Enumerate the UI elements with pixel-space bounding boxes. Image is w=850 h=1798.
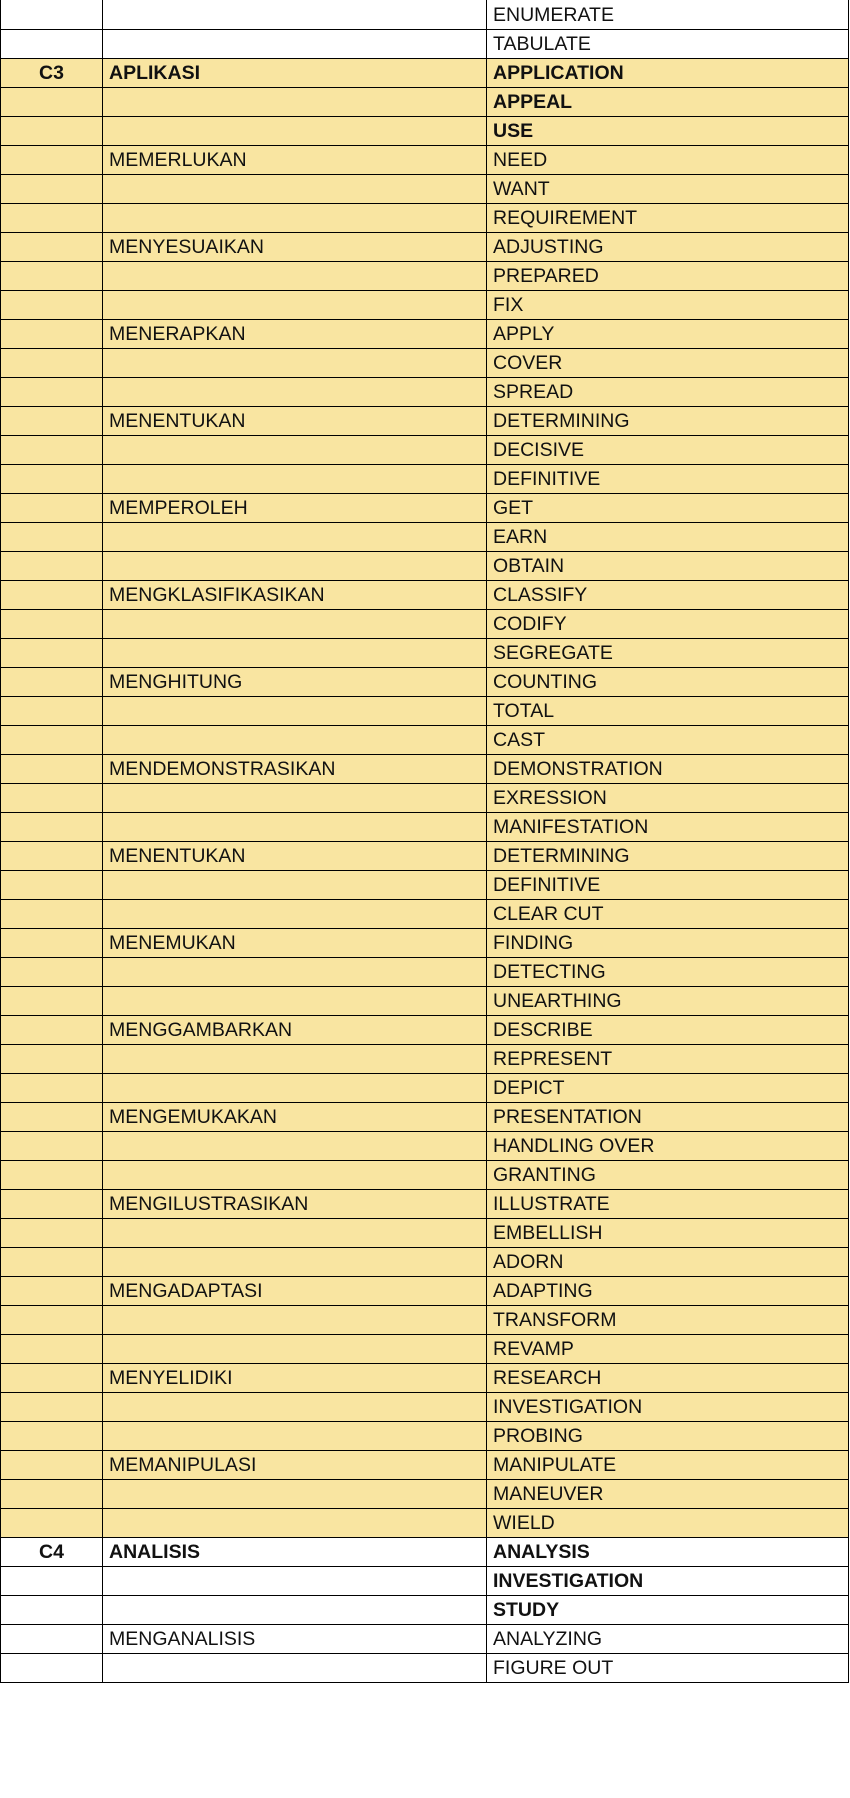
level-code-cell[interactable] <box>1 1480 103 1509</box>
table-row <box>1 146 849 175</box>
indonesian-term-cell[interactable]: MENGADAPTASI <box>103 1277 487 1306</box>
level-code-cell[interactable] <box>1 1567 103 1596</box>
english-term-cell[interactable]: SPREAD <box>487 378 849 407</box>
level-code-cell[interactable] <box>1 1625 103 1654</box>
indonesian-term-cell[interactable] <box>103 523 487 552</box>
indonesian-term-cell[interactable]: MEMPEROLEH <box>103 494 487 523</box>
table-body <box>1 0 849 1683</box>
table-row <box>1 1045 849 1074</box>
table-row <box>1 1596 849 1625</box>
indonesian-term-cell[interactable] <box>103 1074 487 1103</box>
indonesian-term-cell[interactable] <box>103 1393 487 1422</box>
table-row <box>1 59 849 88</box>
english-term-cell[interactable]: PROBING <box>487 1422 849 1451</box>
table-row <box>1 1393 849 1422</box>
level-code-cell[interactable] <box>1 784 103 813</box>
indonesian-term-cell[interactable]: MEMERLUKAN <box>103 146 487 175</box>
english-term-cell[interactable]: MANIFESTATION <box>487 813 849 842</box>
indonesian-term-cell[interactable] <box>103 0 487 30</box>
indonesian-term-cell[interactable] <box>103 1219 487 1248</box>
table-row <box>1 436 849 465</box>
level-code-cell[interactable] <box>1 1161 103 1190</box>
table-row <box>1 552 849 581</box>
english-term-cell[interactable]: ADJUSTING <box>487 233 849 262</box>
table-row <box>1 1335 849 1364</box>
indonesian-term-cell[interactable] <box>103 175 487 204</box>
table-row <box>1 697 849 726</box>
indonesian-term-cell[interactable] <box>103 1335 487 1364</box>
indonesian-term-cell[interactable]: MENENTUKAN <box>103 407 487 436</box>
indonesian-term-cell[interactable]: MENDEMONSTRASIKAN <box>103 755 487 784</box>
indonesian-term-cell[interactable] <box>103 117 487 146</box>
level-code-cell[interactable]: C3 <box>1 59 103 88</box>
indonesian-term-cell[interactable] <box>103 639 487 668</box>
indonesian-term-cell[interactable]: MENENTUKAN <box>103 842 487 871</box>
indonesian-term-cell[interactable] <box>103 813 487 842</box>
level-code-cell[interactable] <box>1 1219 103 1248</box>
table-row <box>1 1074 849 1103</box>
english-term-cell[interactable]: EARN <box>487 523 849 552</box>
level-code-cell[interactable] <box>1 436 103 465</box>
indonesian-term-cell[interactable]: MENGILUSTRASIKAN <box>103 1190 487 1219</box>
indonesian-term-cell[interactable] <box>103 1567 487 1596</box>
indonesian-term-cell[interactable] <box>103 1248 487 1277</box>
table-row <box>1 900 849 929</box>
level-code-cell[interactable] <box>1 755 103 784</box>
level-code-cell[interactable] <box>1 523 103 552</box>
english-term-cell[interactable]: REVAMP <box>487 1335 849 1364</box>
english-term-cell[interactable]: PRESENTATION <box>487 1103 849 1132</box>
table-row <box>1 929 849 958</box>
english-term-cell[interactable]: SEGREGATE <box>487 639 849 668</box>
level-code-cell[interactable] <box>1 610 103 639</box>
english-term-cell[interactable]: TRANSFORM <box>487 1306 849 1335</box>
indonesian-term-cell[interactable] <box>103 88 487 117</box>
english-term-cell[interactable]: REQUIREMENT <box>487 204 849 233</box>
table-row <box>1 407 849 436</box>
table-row <box>1 1480 849 1509</box>
level-code-cell[interactable] <box>1 1248 103 1277</box>
table-row <box>1 1567 849 1596</box>
table-row <box>1 1132 849 1161</box>
table-row <box>1 639 849 668</box>
english-term-cell[interactable]: DEFINITIVE <box>487 871 849 900</box>
level-code-cell[interactable] <box>1 871 103 900</box>
english-term-cell[interactable]: NEED <box>487 146 849 175</box>
english-term-cell[interactable]: CLASSIFY <box>487 581 849 610</box>
english-term-cell[interactable]: PREPARED <box>487 262 849 291</box>
level-code-cell[interactable] <box>1 668 103 697</box>
english-term-cell[interactable]: WANT <box>487 175 849 204</box>
english-term-cell[interactable]: WIELD <box>487 1509 849 1538</box>
level-code-cell[interactable] <box>1 1422 103 1451</box>
indonesian-term-cell[interactable] <box>103 987 487 1016</box>
english-term-cell[interactable]: DECISIVE <box>487 436 849 465</box>
table-row <box>1 494 849 523</box>
english-term-cell[interactable]: RESEARCH <box>487 1364 849 1393</box>
english-term-cell[interactable]: INVESTIGATION <box>487 1393 849 1422</box>
table-row <box>1 813 849 842</box>
table-row <box>1 1161 849 1190</box>
english-term-cell[interactable]: CAST <box>487 726 849 755</box>
table-row <box>1 291 849 320</box>
level-code-cell[interactable] <box>1 378 103 407</box>
table-row <box>1 117 849 146</box>
table-row <box>1 1364 849 1393</box>
indonesian-term-cell[interactable] <box>103 1132 487 1161</box>
indonesian-term-cell[interactable] <box>103 610 487 639</box>
english-term-cell[interactable]: APPLY <box>487 320 849 349</box>
level-code-cell[interactable] <box>1 900 103 929</box>
english-term-cell[interactable]: EMBELLISH <box>487 1219 849 1248</box>
table-row <box>1 1654 849 1683</box>
level-code-cell[interactable] <box>1 1654 103 1683</box>
table-row <box>1 755 849 784</box>
level-code-cell[interactable] <box>1 407 103 436</box>
level-code-cell[interactable] <box>1 1335 103 1364</box>
table-row <box>1 581 849 610</box>
level-code-cell[interactable] <box>1 1393 103 1422</box>
table-row <box>1 1422 849 1451</box>
indonesian-term-cell[interactable] <box>103 1045 487 1074</box>
level-code-cell[interactable] <box>1 581 103 610</box>
level-code-cell[interactable] <box>1 639 103 668</box>
indonesian-term-cell[interactable] <box>103 378 487 407</box>
table-row <box>1 320 849 349</box>
table-row <box>1 262 849 291</box>
indonesian-term-cell[interactable]: MENGGAMBARKAN <box>103 1016 487 1045</box>
level-code-cell[interactable]: C4 <box>1 1538 103 1567</box>
indonesian-term-cell[interactable] <box>103 1654 487 1683</box>
indonesian-term-cell[interactable]: MENEMUKAN <box>103 929 487 958</box>
level-code-cell[interactable] <box>1 1306 103 1335</box>
english-term-cell[interactable]: INVESTIGATION <box>487 1567 849 1596</box>
indonesian-term-cell[interactable] <box>103 958 487 987</box>
english-term-cell[interactable]: DETERMINING <box>487 407 849 436</box>
table-row <box>1 0 849 30</box>
table-row <box>1 987 849 1016</box>
indonesian-term-cell[interactable] <box>103 900 487 929</box>
indonesian-term-cell[interactable]: MENGHITUNG <box>103 668 487 697</box>
table-row <box>1 175 849 204</box>
table-row <box>1 784 849 813</box>
level-code-cell[interactable] <box>1 291 103 320</box>
indonesian-term-cell[interactable] <box>103 1306 487 1335</box>
indonesian-term-cell[interactable]: MENGEMUKAKAN <box>103 1103 487 1132</box>
table-row <box>1 349 849 378</box>
english-term-cell[interactable]: CODIFY <box>487 610 849 639</box>
indonesian-term-cell[interactable] <box>103 1422 487 1451</box>
level-code-cell[interactable] <box>1 842 103 871</box>
level-code-cell[interactable] <box>1 813 103 842</box>
english-term-cell[interactable]: COUNTING <box>487 668 849 697</box>
table-row <box>1 842 849 871</box>
table-row <box>1 30 849 59</box>
table-row <box>1 1219 849 1248</box>
table-row <box>1 1306 849 1335</box>
english-term-cell[interactable]: USE <box>487 117 849 146</box>
table-row <box>1 233 849 262</box>
indonesian-term-cell[interactable] <box>103 871 487 900</box>
indonesian-term-cell[interactable]: APLIKASI <box>103 59 487 88</box>
level-code-cell[interactable] <box>1 1596 103 1625</box>
english-term-cell[interactable]: CLEAR CUT <box>487 900 849 929</box>
level-code-cell[interactable] <box>1 929 103 958</box>
table-row <box>1 204 849 233</box>
english-term-cell[interactable]: DETECTING <box>487 958 849 987</box>
indonesian-term-cell[interactable] <box>103 30 487 59</box>
english-term-cell[interactable]: FINDING <box>487 929 849 958</box>
level-code-cell[interactable] <box>1 1451 103 1480</box>
level-code-cell[interactable] <box>1 175 103 204</box>
indonesian-term-cell[interactable]: MENERAPKAN <box>103 320 487 349</box>
level-code-cell[interactable] <box>1 117 103 146</box>
english-term-cell[interactable]: ADORN <box>487 1248 849 1277</box>
english-term-cell[interactable]: COVER <box>487 349 849 378</box>
level-code-cell[interactable] <box>1 204 103 233</box>
table-row <box>1 465 849 494</box>
table-row <box>1 1190 849 1219</box>
indonesian-term-cell[interactable]: MENGKLASIFIKASIKAN <box>103 581 487 610</box>
english-term-cell[interactable]: ADAPTING <box>487 1277 849 1306</box>
indonesian-term-cell[interactable]: MENYESUAIKAN <box>103 233 487 262</box>
table-row <box>1 1248 849 1277</box>
level-code-cell[interactable] <box>1 726 103 755</box>
indonesian-term-cell[interactable]: MEMANIPULASI <box>103 1451 487 1480</box>
table-row <box>1 1451 849 1480</box>
english-term-cell[interactable]: TOTAL <box>487 697 849 726</box>
english-term-cell[interactable]: DEPICT <box>487 1074 849 1103</box>
english-term-cell[interactable]: DEMONSTRATION <box>487 755 849 784</box>
table-row <box>1 1509 849 1538</box>
level-code-cell[interactable] <box>1 494 103 523</box>
level-code-cell[interactable] <box>1 1103 103 1132</box>
level-code-cell[interactable] <box>1 697 103 726</box>
table-row <box>1 378 849 407</box>
english-term-cell[interactable]: FIX <box>487 291 849 320</box>
english-term-cell[interactable]: DEFINITIVE <box>487 465 849 494</box>
level-code-cell[interactable] <box>1 1132 103 1161</box>
table-row <box>1 1016 849 1045</box>
english-term-cell[interactable]: EXRESSION <box>487 784 849 813</box>
table-row <box>1 523 849 552</box>
english-term-cell[interactable]: APPEAL <box>487 88 849 117</box>
english-term-cell[interactable]: STUDY <box>487 1596 849 1625</box>
level-code-cell[interactable] <box>1 30 103 59</box>
english-term-cell[interactable]: APPLICATION <box>487 59 849 88</box>
table-row <box>1 1538 849 1567</box>
indonesian-term-cell[interactable] <box>103 291 487 320</box>
level-code-cell[interactable] <box>1 958 103 987</box>
table-row <box>1 1103 849 1132</box>
level-code-cell[interactable] <box>1 233 103 262</box>
indonesian-term-cell[interactable] <box>103 784 487 813</box>
english-term-cell[interactable]: DETERMINING <box>487 842 849 871</box>
table-row <box>1 668 849 697</box>
level-code-cell[interactable] <box>1 349 103 378</box>
english-term-cell[interactable]: MANIPULATE <box>487 1451 849 1480</box>
english-term-cell[interactable]: HANDLING OVER <box>487 1132 849 1161</box>
level-code-cell[interactable] <box>1 262 103 291</box>
table-row <box>1 871 849 900</box>
indonesian-term-cell[interactable] <box>103 204 487 233</box>
indonesian-term-cell[interactable]: ANALISIS <box>103 1538 487 1567</box>
indonesian-term-cell[interactable] <box>103 262 487 291</box>
level-code-cell[interactable] <box>1 1016 103 1045</box>
english-term-cell[interactable]: ILLUSTRATE <box>487 1190 849 1219</box>
level-code-cell[interactable] <box>1 552 103 581</box>
english-term-cell[interactable]: OBTAIN <box>487 552 849 581</box>
level-code-cell[interactable] <box>1 465 103 494</box>
indonesian-term-cell[interactable] <box>103 726 487 755</box>
table-row <box>1 1625 849 1654</box>
table-row <box>1 610 849 639</box>
level-code-cell[interactable] <box>1 88 103 117</box>
level-code-cell[interactable] <box>1 987 103 1016</box>
english-term-cell[interactable]: FIGURE OUT <box>487 1654 849 1683</box>
english-term-cell[interactable]: GET <box>487 494 849 523</box>
indonesian-term-cell[interactable]: MENGANALISIS <box>103 1625 487 1654</box>
english-term-cell[interactable]: TABULATE <box>487 30 849 59</box>
indonesian-term-cell[interactable] <box>103 552 487 581</box>
level-code-cell[interactable] <box>1 146 103 175</box>
english-term-cell[interactable]: MANEUVER <box>487 1480 849 1509</box>
table-row <box>1 1277 849 1306</box>
level-code-cell[interactable] <box>1 0 103 30</box>
indonesian-term-cell[interactable] <box>103 465 487 494</box>
indonesian-term-cell[interactable] <box>103 349 487 378</box>
indonesian-term-cell[interactable] <box>103 697 487 726</box>
level-code-cell[interactable] <box>1 1190 103 1219</box>
table-row <box>1 958 849 987</box>
level-code-cell[interactable] <box>1 1364 103 1393</box>
indonesian-term-cell[interactable]: MENYELIDIKI <box>103 1364 487 1393</box>
level-code-cell[interactable] <box>1 1509 103 1538</box>
english-term-cell[interactable]: UNEARTHING <box>487 987 849 1016</box>
indonesian-term-cell[interactable] <box>103 436 487 465</box>
indonesian-term-cell[interactable] <box>103 1161 487 1190</box>
english-term-cell[interactable]: ANALYSIS <box>487 1538 849 1567</box>
level-code-cell[interactable] <box>1 320 103 349</box>
level-code-cell[interactable] <box>1 1277 103 1306</box>
indonesian-term-cell[interactable] <box>103 1480 487 1509</box>
level-code-cell[interactable] <box>1 1074 103 1103</box>
english-term-cell[interactable]: REPRESENT <box>487 1045 849 1074</box>
table-row <box>1 726 849 755</box>
table-row <box>1 88 849 117</box>
english-term-cell[interactable]: ENUMERATE <box>487 0 849 30</box>
english-term-cell[interactable]: GRANTING <box>487 1161 849 1190</box>
english-term-cell[interactable]: ANALYZING <box>487 1625 849 1654</box>
indonesian-term-cell[interactable] <box>103 1596 487 1625</box>
indonesian-term-cell[interactable] <box>103 1509 487 1538</box>
level-code-cell[interactable] <box>1 1045 103 1074</box>
english-term-cell[interactable]: DESCRIBE <box>487 1016 849 1045</box>
